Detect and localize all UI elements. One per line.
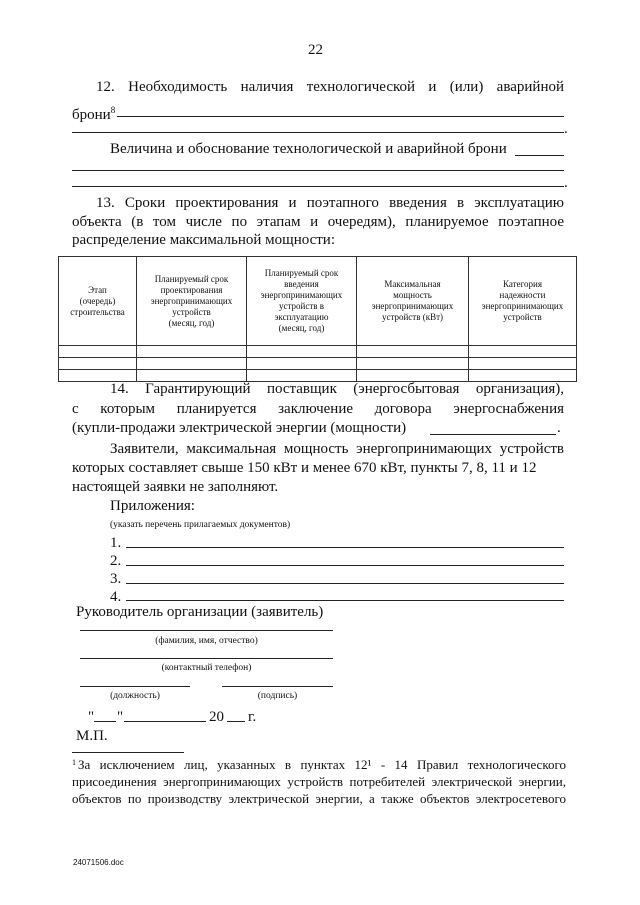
date-open-quote: " xyxy=(88,709,95,725)
bron-fill-line-2[interactable] xyxy=(72,132,564,133)
date-month-fill[interactable] xyxy=(124,721,206,722)
footnote-marker: 1 xyxy=(72,758,76,767)
magnitude-fill-line-3[interactable] xyxy=(72,186,564,187)
phone-caption: (контактный телефон) xyxy=(161,663,252,673)
appendix-item-1: 1. xyxy=(110,535,122,551)
table-header-row xyxy=(59,257,577,346)
table-cell[interactable] xyxy=(469,358,577,370)
section14-line3-end: . xyxy=(557,420,561,436)
footnote-line3: объектов по производству электрической энергии, а также объектов электросетевого xyxy=(72,791,566,806)
applicants-line3: настоящей заявки не заполняют. xyxy=(72,479,279,495)
applicants-line2: которых составляет свыше 150 кВт и менее 670 кВт, пункты 7, 8, 11 и 12 xyxy=(72,460,537,476)
footnote-ref-8: 8 xyxy=(110,105,116,115)
page-number: 22 xyxy=(308,42,323,58)
table-cell[interactable] xyxy=(357,346,469,358)
period: . xyxy=(564,175,568,191)
date-year-fill[interactable] xyxy=(227,721,245,722)
appendix-fill-line-2[interactable] xyxy=(126,565,564,566)
position-caption: (должность) xyxy=(110,691,160,701)
sign-fill-line[interactable] xyxy=(222,686,333,687)
magnitude-fill-line[interactable] xyxy=(515,155,564,156)
footnote-separator xyxy=(72,752,184,753)
supplier-fill-line[interactable] xyxy=(430,434,556,435)
date-close-quote: " xyxy=(117,709,124,725)
fio-fill-line[interactable] xyxy=(80,630,333,631)
table-cell[interactable] xyxy=(247,346,357,358)
appendix-item-2: 2. xyxy=(110,553,122,569)
section12-line1: 12. Необходимость наличия технологической и (или) аварийной xyxy=(96,79,564,95)
period: . xyxy=(564,121,568,137)
footnote-line1: За исключением лиц, указанных в пунктах 12¹ - 14 Правил технологического xyxy=(78,757,566,772)
header-reliability: Категория надежности энергопринимающих устройств xyxy=(469,257,577,346)
header-commission-term: Планируемый срок введения энергопринимающих устройств в эксплуатацию (месяц, год) xyxy=(247,257,357,346)
table-row xyxy=(59,346,577,358)
table-cell[interactable] xyxy=(247,358,357,370)
date-suffix: г. xyxy=(248,709,257,725)
footnote-line2: присоединения энергопринимающих устройств потребителей электрической энергии, xyxy=(72,774,566,789)
fio-caption: (фамилия, имя, отчество) xyxy=(155,636,258,646)
header-design-term: Планируемый срок проектирования энергопринимающих устройств (месяц, год) xyxy=(137,257,247,346)
appendix-fill-line-3[interactable] xyxy=(126,583,564,584)
appendix-fill-line-1[interactable] xyxy=(126,547,564,548)
phone-fill-line[interactable] xyxy=(80,658,333,659)
section13-line1: 13. Сроки проектирования и поэтапного введения в эксплуатацию xyxy=(96,195,564,211)
table-cell[interactable] xyxy=(59,346,137,358)
section12-bron-label: брони xyxy=(72,107,111,123)
bron-fill-line[interactable] xyxy=(117,116,564,117)
section13-line2: объекта (в том числе по этапам и очередям), планируемое поэтапное xyxy=(72,214,564,230)
applicants-line1: Заявители, максимальная мощность энергопринимающих устройств xyxy=(110,441,564,457)
table-cell[interactable] xyxy=(137,358,247,370)
table-row xyxy=(59,358,577,370)
power-distribution-table xyxy=(58,256,577,382)
appendix-title: Приложения: xyxy=(110,498,195,514)
table-cell[interactable] xyxy=(357,358,469,370)
section14-line3: (купли-продажи электрической энергии (мощности) xyxy=(72,420,407,436)
sign-caption: (подпись) xyxy=(257,691,298,701)
position-fill-line[interactable] xyxy=(80,686,190,687)
header-max-power: Максимальная мощность энергопринимающих устройств (кВт) xyxy=(357,257,469,346)
table-cell[interactable] xyxy=(137,346,247,358)
stamp-label: М.П. xyxy=(76,728,108,744)
section14-line2: с которым планируется заключение договора энергоснабжения xyxy=(72,401,564,417)
date-day-fill[interactable] xyxy=(94,721,116,722)
magnitude-label: Величина и обоснование технологической и аварийной брони xyxy=(110,141,507,157)
section13-line3: распределение максимальной мощности: xyxy=(72,232,336,248)
date-year-prefix: 20 xyxy=(209,709,224,725)
appendix-item-3: 3. xyxy=(110,571,122,587)
file-name: 24071506.doc xyxy=(73,858,124,867)
head-label: Руководитель организации (заявитель) xyxy=(76,604,324,620)
section12-line2 xyxy=(72,101,115,124)
section14-line1: 14. Гарантирующий поставщик (энергосбытовая организация), xyxy=(110,381,564,397)
table-cell[interactable] xyxy=(469,346,577,358)
appendix-item-4: 4. xyxy=(110,589,122,605)
appendix-hint: (указать перечень прилагаемых документов) xyxy=(110,520,291,530)
magnitude-fill-line-2[interactable] xyxy=(72,170,564,171)
appendix-fill-line-4[interactable] xyxy=(126,600,564,601)
table-cell[interactable] xyxy=(59,358,137,370)
header-stage: Этап (очередь) строительства xyxy=(59,257,137,346)
